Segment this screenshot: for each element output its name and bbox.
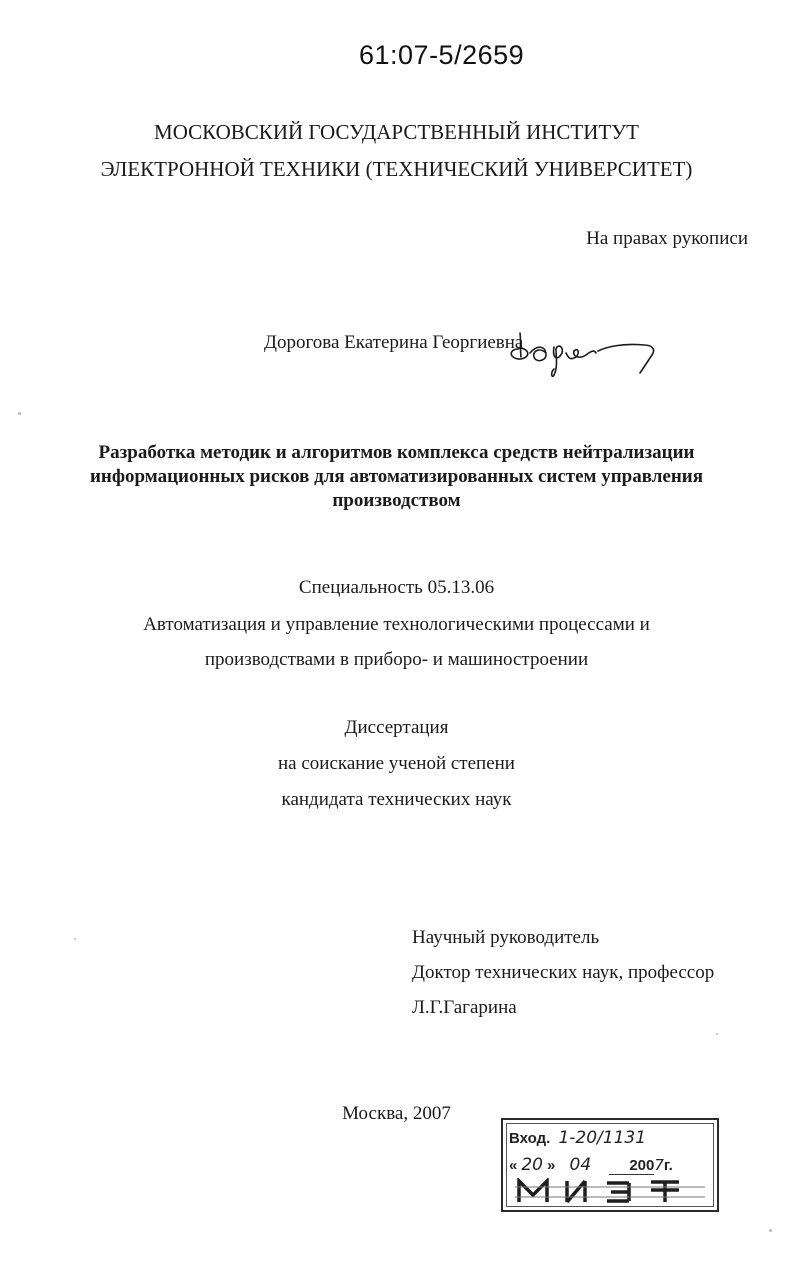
stamp-year-suffix: г.: [663, 1157, 673, 1174]
incoming-stamp: [501, 1118, 719, 1212]
scan-speck: [18, 412, 21, 415]
author-signature: [506, 327, 666, 387]
institution-line-1: МОСКОВСКИЙ ГОСУДАРСТВЕННЫЙ ИНСТИТУТ: [154, 120, 639, 144]
stamp-label-in: Вход.: [509, 1130, 551, 1147]
title-line-1: Разработка методик и алгоритмов комплекса средств нейтрализации: [98, 442, 695, 463]
stamp-day: 20: [521, 1155, 543, 1175]
dissertation-label: Диссертация: [344, 717, 449, 738]
title-line-3: производством: [332, 490, 461, 511]
registration-code: 61:07-5/2659: [359, 40, 525, 70]
stamp-row-number: [509, 1128, 711, 1148]
dissertation-degree: кандидата технических наук: [281, 789, 512, 810]
specialty-name-line-2: производствами в приборо- и машиностроении: [204, 649, 589, 670]
specialty-name-line-1: Автоматизация и управление технологическими процессами и: [143, 614, 650, 635]
scan-speck: [769, 1229, 772, 1232]
city-year: Москва, 2007: [342, 1103, 451, 1124]
supervisor-role: Научный руководитель: [412, 927, 600, 948]
scan-speck: [716, 1033, 718, 1035]
rights-note: На правах рукописи: [586, 228, 748, 249]
supervisor-name: Л.Г.Гагарина: [412, 997, 517, 1018]
stamp-year-digit: 7: [654, 1156, 664, 1174]
title-line-2: информационных рисков для автоматизированных систем управления: [89, 466, 704, 487]
author-name: Дорогова Екатерина Георгиевна: [264, 332, 524, 353]
scan-speck: [74, 938, 76, 940]
supervisor-degree: Доктор технических наук, профессор: [412, 962, 715, 983]
stamp-month: 04: [569, 1155, 592, 1175]
specialty-code: Специальность 05.13.06: [298, 577, 495, 598]
dissertation-purpose: на соискание ученой степени: [278, 753, 515, 774]
stamp-row-date: « 20 » 04 2007г.: [509, 1155, 673, 1175]
stamp-year-prefix: 200: [609, 1157, 654, 1175]
institution-line-2: ЭЛЕКТРОННОЙ ТЕХНИКИ (ТЕХНИЧЕСКИЙ УНИВЕРСИТЕТ): [100, 157, 693, 181]
miet-logo: [515, 1178, 705, 1209]
stamp-in-number: 1-20/1131: [558, 1128, 647, 1148]
